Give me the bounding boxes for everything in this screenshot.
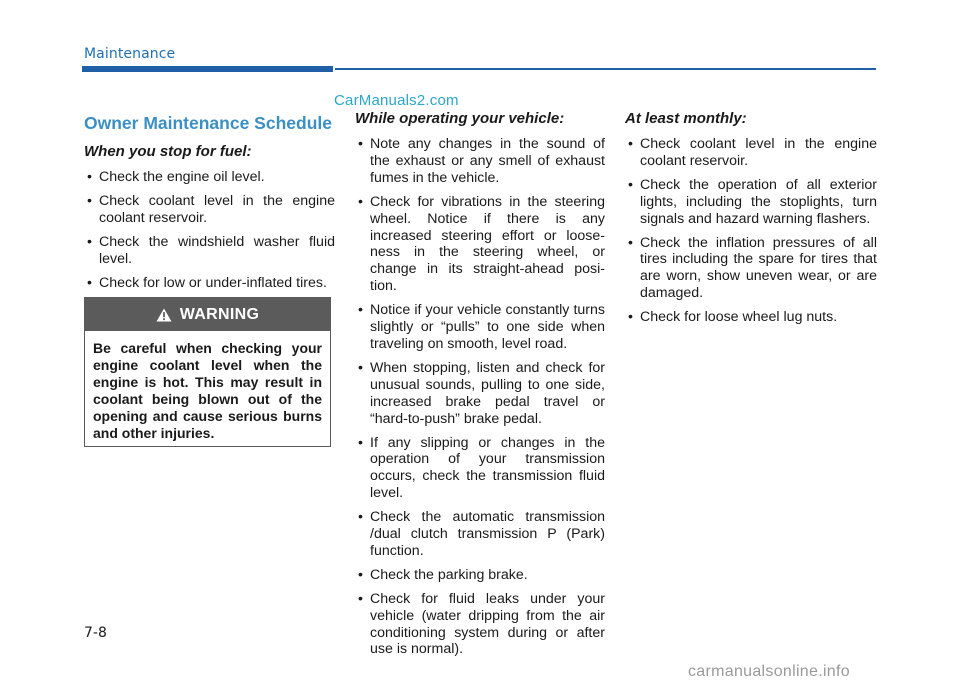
monthly-checklist (625, 136, 877, 326)
header-rule-thick (82, 66, 333, 72)
subhead-operating: While operating your vehicle: (355, 110, 565, 127)
column-while-operating (355, 110, 605, 665)
column-fuel-stop (84, 110, 335, 298)
warning-title: WARNING (179, 305, 260, 323)
list-item: • If any slipping or changes in the operation of your transmission occurs, check the transmission fluid level. (355, 435, 605, 503)
list-item: • Check the parking brake. (355, 567, 605, 584)
section-title: Owner Maintenance Schedule (84, 113, 332, 133)
header-rule-thin (335, 68, 876, 70)
list-item: • When stopping, listen and check for unusual sounds, pulling to one side, increased brake pedal travel or “hard-to-push” brake pedal. (355, 360, 605, 428)
list-item: • Check the engine oil level. (84, 169, 335, 186)
warning-text: Be careful when checking your engine coolant level when the engine is hot. This may result in coolant being blown out of the opening and cause serious burns and other injuries. (93, 340, 322, 441)
warning-box (84, 297, 331, 447)
list-item: • Check the operation of all exterior lights, including the stoplights, turn signals and hazard warning flashers. (625, 177, 877, 228)
list-item: • Notice if your vehicle constantly turns slightly or “pulls” to one side when traveling on smooth, level road. (355, 302, 605, 353)
list-item: • Check the windshield washer fluid level. (84, 234, 335, 268)
operating-checklist (355, 136, 605, 658)
warning-triangle-icon (156, 308, 172, 322)
page-number: 7-8 (84, 625, 107, 641)
list-item: • Check for fluid leaks under your vehicle (water dripping from the air conditioning system during or after use is normal). (355, 591, 605, 659)
fuel-checklist (84, 169, 335, 291)
list-item: • Check for low or under-inflated tires. (84, 275, 335, 292)
footer-watermark-link[interactable]: carmanualsonline.info (688, 663, 850, 680)
list-item: • Check the automatic transmission /dual clutch transmission P (Park) function. (355, 509, 605, 560)
subhead-fuel: When you stop for fuel: (84, 143, 252, 160)
list-item: • Note any changes in the sound of the exhaust or any smell of exhaust fumes in the vehicle. (355, 136, 605, 187)
list-item: • Check the inflation pressures of all tires including the spare for tires that are worn, show uneven wear, or are damaged. (625, 235, 877, 303)
warning-header (85, 298, 330, 331)
subhead-monthly: At least monthly: (625, 110, 747, 127)
list-item: • Check coolant level in the engine coolant reservoir. (84, 193, 335, 227)
list-item: • Check coolant level in the engine coolant reservoir. (625, 136, 877, 170)
list-item: • Check for loose wheel lug nuts. (625, 309, 877, 326)
column-monthly (625, 110, 877, 333)
section-tab: Maintenance (84, 46, 176, 62)
list-item: • Check for vibrations in the steering wheel. Notice if there is any increased steering effort or loose-ness in the steering wheel, or change in its straight-ahead posi-tion. (355, 194, 605, 295)
watermark-link[interactable]: CarManuals2.com (334, 92, 459, 109)
